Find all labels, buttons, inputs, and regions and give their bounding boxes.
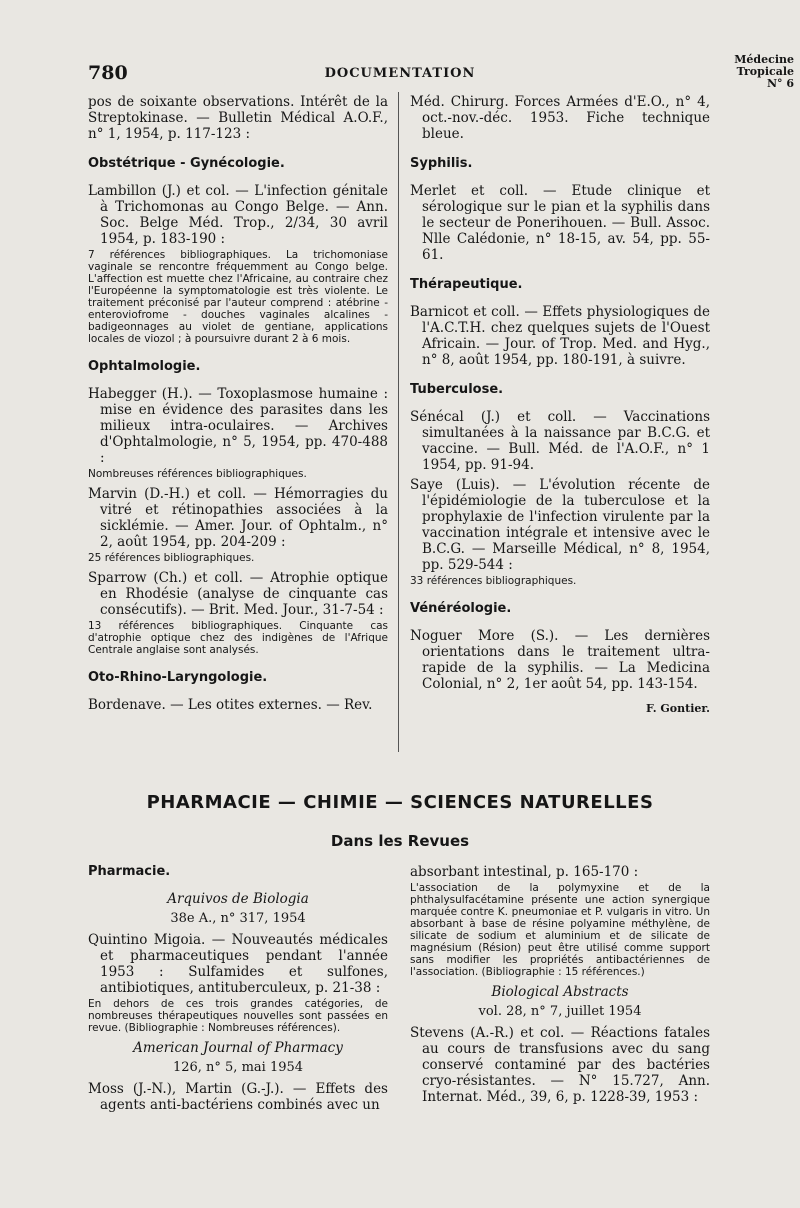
entry-note: 25 références bibliographiques.	[88, 552, 255, 564]
entry-text: Saye (Luis). — L'évolution récente de l'épidémiologie de la tuberculose et la prophylaxie de l'infection virulente par la vaccination intégrale et intensive avec le B.C.G. — Marseille Médical, n° 8, 1954, pp. 529-544 :	[410, 477, 710, 573]
author-signature: F. Gontier.	[646, 702, 710, 715]
journal-corner-label	[734, 54, 794, 90]
left-column-top	[88, 94, 388, 713]
journal-title: Arquivos de Biologia	[167, 891, 309, 907]
entry-note: L'association de la polymyxine et de la phthalysulfacétamine présente une action synergique marquée contre K. pneumoniae et P. vulgaris in vitro. Un absorbant à base de résine polyamine méthylène, de silicate de sodium et aluminium et de silicate de magnésium (Résion) peut être utilisé comme support sans modifier les propriétés antibactériennes de l'association. (Bibliographie : 15 références.)	[410, 882, 710, 978]
running-head: DOCUMENTATION	[324, 66, 476, 81]
section-heading: Tuberculose.	[410, 382, 504, 397]
journal-volume: vol. 28, n° 7, juillet 1954	[478, 1004, 642, 1019]
entry-text: Noguer More (S.). — Les dernières orientations dans le traitement ultra-rapide de la syphilis. — La Medicina Colonial, n° 2, 1er août 54, pp. 143-154.	[410, 628, 710, 692]
bibliography-entry	[88, 183, 388, 345]
entry-note: En dehors de ces trois grandes catégories, de nombreuses thérapeutiques nouvelles sont passées en revue. (Bibliographie : Nombreuses références).	[88, 998, 388, 1034]
section-heading: Thérapeutique.	[410, 277, 523, 292]
section-heading: Ophtalmologie.	[88, 359, 201, 374]
column-divider	[398, 92, 399, 752]
bibliography-entry	[88, 932, 388, 1034]
bibliography-entry	[410, 477, 710, 587]
section-heading: Vénéréologie.	[410, 601, 512, 616]
entry-text: absorbant intestinal, p. 165-170 :	[410, 864, 639, 880]
section-title: PHARMACIE — CHIMIE — SCIENCES NATURELLES	[146, 792, 654, 813]
entry-note: 13 références bibliographiques. Cinquante cas d'atrophie optique chez des indigènes de l'Afrique Centrale anglaise sont analysés.	[88, 620, 388, 656]
corner-line-3: N° 6	[766, 77, 794, 90]
journal-volume: 38e A., n° 317, 1954	[170, 911, 306, 926]
journal-title: Biological Abstracts	[491, 984, 629, 1000]
journal-volume: 126, n° 5, mai 1954	[172, 1060, 304, 1075]
section-heading: Obstétrique - Gynécologie.	[88, 156, 285, 171]
corner-line-2: Tropicale	[736, 65, 794, 78]
entry-text: Sénécal (J.) et coll. — Vaccinations simultanées à la naissance par B.C.G. et vaccine. — Bull. Méd. de l'A.O.F., n° 1 1954, pp. 91-94.	[410, 409, 710, 473]
bibliography-entry	[88, 386, 388, 480]
entry-note: 33 références bibliographiques.	[410, 575, 577, 587]
entry-text: Merlet et coll. — Etude clinique et sérologique sur le pian et la syphilis dans le secteur de Ponerihouen. — Bull. Assoc. Nlle Calédonie, n° 18-15, av. 54, pp. 55-61.	[410, 183, 710, 263]
entry-text: Marvin (D.-H.) et coll. — Hémorragies du vitré et rétinopathies associées à la sicklémie. — Amer. Jour. of Ophtalm., n° 2, août 1954, pp. 204-209 :	[88, 486, 388, 550]
entry-text: Lambillon (J.) et col. — L'infection génitale à Trichomonas au Congo Belge. — Ann. Soc. Belge Méd. Trop., 2/34, 30 avril 1954, p. 183-190 :	[88, 183, 388, 247]
entry-text: pos de soixante observations. Intérêt de la Streptokinase. — Bulletin Médical A.O.F., n° 1, 1954, p. 117-123 :	[88, 94, 388, 142]
bibliography-entry	[410, 409, 710, 473]
left-column-bottom	[88, 864, 388, 1113]
section-heading: Syphilis.	[410, 156, 473, 171]
journal-title: American Journal of Pharmacy	[133, 1040, 343, 1056]
right-column-bottom	[410, 864, 710, 1105]
page-number: 780	[88, 62, 128, 84]
entry-text: Moss (J.-N.), Martin (G.-J.). — Effets des agents anti-bactériens combinés avec un	[88, 1081, 388, 1113]
bibliography-entry	[88, 570, 388, 656]
bibliography-entry	[88, 486, 388, 564]
section-heading: Oto-Rhino-Laryngologie.	[88, 670, 268, 685]
section-heading: Pharmacie.	[88, 864, 171, 879]
entry-text: Méd. Chirurg. Forces Armées d'E.O., n° 4, oct.-nov.-déc. 1953. Fiche technique bleue.	[410, 94, 710, 142]
entry-text: Stevens (A.-R.) et col. — Réactions fatales au cours de transfusions avec du sang conservé contaminé par des bactéries cryo-résistantes. — N° 15.727, Ann. Internat. Méd., 39, 6, p. 1228-39, 1953 :	[410, 1025, 710, 1105]
entry-text: Barnicot et coll. — Effets physiologiques de l'A.C.T.H. chez quelques sujets de l'Ouest Africain. — Jour. of Trop. Med. and Hyg., n° 8, août 1954, pp. 180-191, à suivre.	[410, 304, 710, 368]
entry-note: Nombreuses références bibliographiques.	[88, 468, 307, 480]
entry-text: Bordenave. — Les otites externes. — Rev.	[88, 697, 373, 713]
right-column-top	[410, 94, 710, 715]
section-subtitle: Dans les Revues	[330, 832, 470, 850]
entry-text: Sparrow (Ch.) et coll. — Atrophie optique en Rhodésie (analyse de cinquante cas consécutifs). — Brit. Med. Jour., 31-7-54 :	[88, 570, 388, 618]
corner-line-1: Médecine	[734, 53, 794, 66]
entry-note: 7 références bibliographiques. La trichomoniase vaginale se rencontre fréquemment au Congo belge. L'affection est muette chez l'Africaine, au contraire chez l'Européenne la symptomatologie est très violente. Le traitement préconisé par l'auteur comprend : atébrine - enteroviofrome - douches vaginales alcalines - badigeonnages au violet de gentiane, applications locales de viozol ; à poursuivre durant 2 à 6 mois.	[88, 249, 388, 345]
entry-text: Quintino Migoia. — Nouveautés médicales et pharmaceutiques pendant l'année 1953 : Sulfamides et sulfones, antibiotiques, antituberculeux, p. 21-38 :	[88, 932, 388, 996]
entry-text: Habegger (H.). — Toxoplasmose humaine : mise en évidence des parasites dans les milieux intra-oculaires. — Archives d'Ophtalmologie, n° 5, 1954, pp. 470-488 :	[88, 386, 388, 466]
